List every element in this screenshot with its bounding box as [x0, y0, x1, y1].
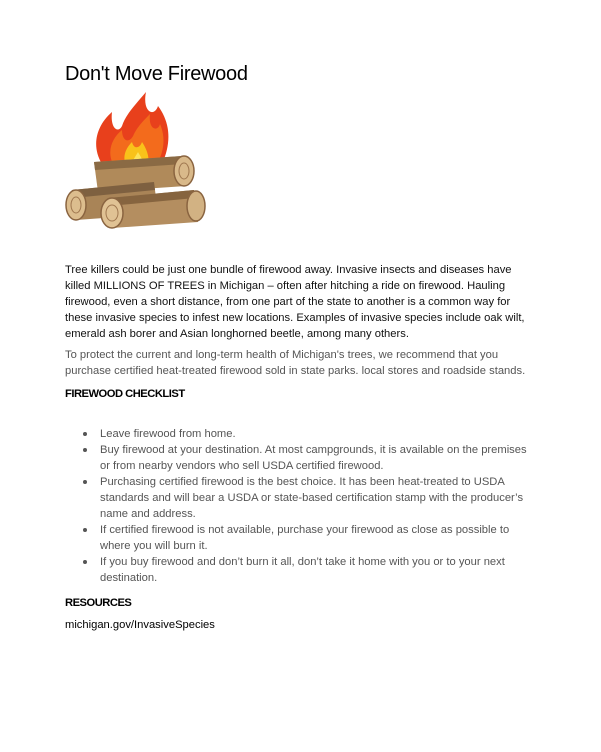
list-item-text: If certified firewood is not available, purchase your firewood as close as possible to where you will burn it.: [100, 524, 510, 552]
list-item: [83, 554, 533, 586]
checklist-heading: FIREWOOD CHECKLIST: [65, 388, 185, 400]
bullet-icon: [83, 528, 87, 532]
bullet-icon: [83, 448, 87, 452]
page-title: Don't Move Firewood: [65, 63, 248, 85]
bullet-icon: [83, 432, 87, 436]
campfire-logs-icon: [62, 86, 212, 230]
firewood-checklist: [83, 426, 533, 586]
bullet-icon: [83, 480, 87, 484]
recommendation-paragraph: To protect the current and long-term health of Michigan's trees, we recommend that you purchase certified heat-treated firewood sold in state parks. local stores and roadside stands.: [65, 349, 526, 377]
resource-link[interactable]: michigan.gov/InvasiveSpecies: [65, 619, 215, 631]
list-item: [83, 522, 533, 554]
resources-heading: RESOURCES: [65, 597, 132, 609]
list-item-text: Buy firewood at your destination. At most campgrounds, it is available on the premises or from nearby vendors who sell USDA certified firewood.: [100, 444, 527, 472]
list-item: [83, 426, 533, 442]
intro-paragraph: Tree killers could be just one bundle of firewood away. Invasive insects and diseases have killed MILLIONS OF TREES in Michigan – often after hitching a ride on firewood. Hauling firewood, even a short distance, from one part of the state to another is a common way for these invasive species to infest new locations. Examples of invasive species include oak wilt, emerald ash borer and Asian longhorned beetle, among many others.: [65, 264, 525, 340]
list-item-text: Leave firewood from home.: [100, 428, 236, 440]
list-item-text: If you buy firewood and don’t burn it all, don’t take it home with you or to your next destination.: [100, 556, 505, 584]
bullet-icon: [83, 560, 87, 564]
list-item: [83, 474, 533, 522]
list-item: [83, 442, 533, 474]
list-item-text: Purchasing certified firewood is the best choice. It has been heat-treated to USDA standards and will bear a USDA or state-based certification stamp with the producer’s name and address.: [100, 476, 524, 520]
